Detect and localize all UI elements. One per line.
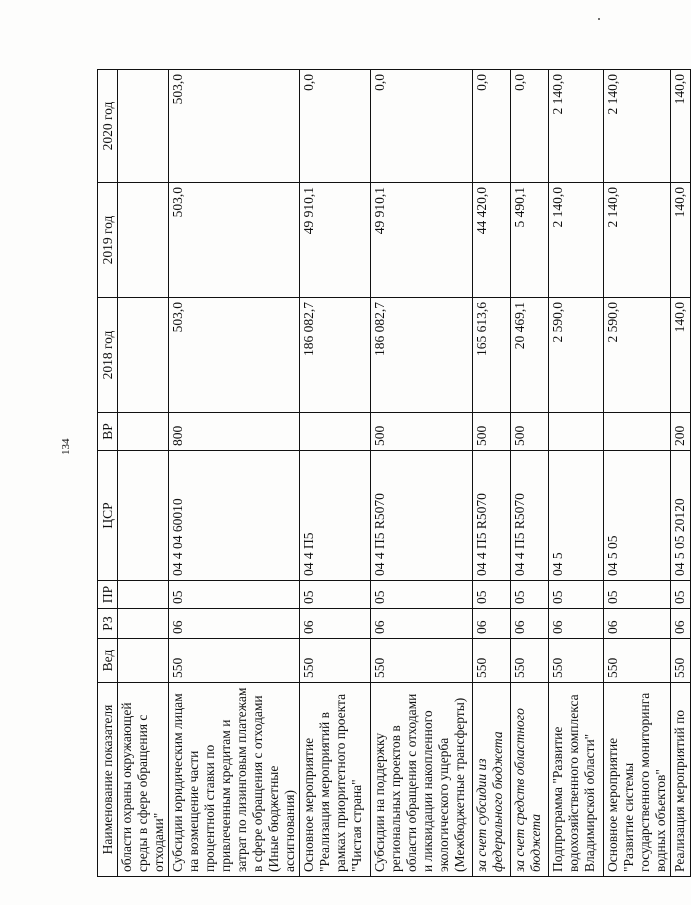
header-2020: 2020 год [98, 70, 118, 183]
row-ved: 550 [169, 639, 300, 683]
row-vr: 200 [671, 413, 691, 451]
row-pr: 05 [604, 581, 671, 609]
row-rz: 06 [671, 609, 691, 639]
row-name: за счет субсидии из федерального бюджета [473, 683, 511, 877]
row-2018: 165 613,6 [473, 298, 511, 413]
header-csr: ЦСР [98, 451, 118, 581]
header-vr: ВР [98, 413, 118, 451]
row-ved: 550 [300, 639, 371, 683]
row-csr: 04 4 П5 [300, 451, 371, 581]
row-name: Субсидии юридическим лицам на возмещение части процентной ставки по привлеченным кредитам и затрат по лизинговым платежам в сфере обращения с отходами (Иные бюджетные ассигнования) [169, 683, 300, 877]
row-rz: 06 [604, 609, 671, 639]
row-ved: 550 [511, 639, 549, 683]
row-ved [118, 639, 169, 683]
row-name: Основное мероприятие "Реализация мероприятий в рамках приоритетного проекта "Чистая страна" [300, 683, 371, 877]
row-csr: 04 4 04 60010 [169, 451, 300, 581]
row-ved: 550 [671, 639, 691, 683]
table-row [118, 70, 169, 877]
row-ved: 550 [473, 639, 511, 683]
row-2019: 503,0 [169, 183, 300, 298]
table-row [549, 70, 604, 877]
row-2020: 140,0 [671, 70, 691, 183]
row-rz: 06 [371, 609, 473, 639]
table-row [473, 70, 511, 877]
header-name: Наименование показателя [98, 683, 118, 877]
row-2018: 503,0 [169, 298, 300, 413]
budget-table [97, 69, 691, 877]
row-name: Подпрограмма "Развитие водохозяйственного комплекса Владимирской области" [549, 683, 604, 877]
row-2020: 503,0 [169, 70, 300, 183]
header-2019: 2019 год [98, 183, 118, 298]
table-row [169, 70, 300, 877]
header-row [98, 70, 118, 877]
row-pr: 05 [671, 581, 691, 609]
row-2018: 140,0 [671, 298, 691, 413]
row-name: Субсидии на поддержку региональных проектов в области обращения с отходами и ликвидации накопленного экологического ущерба (Межбюджетные трансферты) [371, 683, 473, 877]
row-2020: 0,0 [371, 70, 473, 183]
row-2020: 0,0 [511, 70, 549, 183]
row-2018: 20 469,1 [511, 298, 549, 413]
row-pr: 05 [549, 581, 604, 609]
header-rz: РЗ [98, 609, 118, 639]
row-2018: 2 590,0 [549, 298, 604, 413]
row-2019: 49 910,1 [300, 183, 371, 298]
row-csr [118, 451, 169, 581]
row-2019: 140,0 [671, 183, 691, 298]
row-vr: 500 [371, 413, 473, 451]
row-rz: 06 [511, 609, 549, 639]
table-row [604, 70, 671, 877]
row-csr: 04 4 П5 R5070 [371, 451, 473, 581]
row-rz: 06 [300, 609, 371, 639]
row-ved: 550 [371, 639, 473, 683]
row-ved: 550 [549, 639, 604, 683]
row-name: Основное мероприятие "Развитие системы государственного мониторинга водных объектов" [604, 683, 671, 877]
row-vr: 500 [511, 413, 549, 451]
row-vr [300, 413, 371, 451]
row-2019: 44 420,0 [473, 183, 511, 298]
row-pr: 05 [300, 581, 371, 609]
row-rz [118, 609, 169, 639]
table-row [671, 70, 691, 877]
row-name: области охраны окружающей среды в сфере обращения с отходами" [118, 683, 169, 877]
row-2020: 2 140,0 [604, 70, 671, 183]
row-pr: 05 [371, 581, 473, 609]
header-2018: 2018 год [98, 298, 118, 413]
row-csr: 04 5 [549, 451, 604, 581]
row-vr: 500 [473, 413, 511, 451]
row-2018: 186 082,7 [300, 298, 371, 413]
row-csr: 04 4 П5 R5070 [473, 451, 511, 581]
header-pr: ПР [98, 581, 118, 609]
row-2020 [118, 70, 169, 183]
row-vr: 800 [169, 413, 300, 451]
row-2019: 2 140,0 [549, 183, 604, 298]
row-vr [118, 413, 169, 451]
row-vr [549, 413, 604, 451]
table-row [371, 70, 473, 877]
row-2019: 49 910,1 [371, 183, 473, 298]
row-csr: 04 5 05 [604, 451, 671, 581]
row-name: за счет средств областного бюджета [511, 683, 549, 877]
row-2020: 0,0 [300, 70, 371, 183]
row-pr: 05 [511, 581, 549, 609]
row-rz: 06 [169, 609, 300, 639]
rotated-table-container [97, 70, 687, 877]
row-2020: 2 140,0 [549, 70, 604, 183]
row-name: Реализация мероприятий по [671, 683, 691, 877]
row-2018 [118, 298, 169, 413]
row-pr: 05 [473, 581, 511, 609]
scan-speck [598, 18, 600, 20]
page-number: 134 [60, 438, 72, 455]
row-vr [604, 413, 671, 451]
table-row [511, 70, 549, 877]
table-row [300, 70, 371, 877]
row-rz: 06 [549, 609, 604, 639]
row-ved: 550 [604, 639, 671, 683]
row-csr: 04 5 05 20120 [671, 451, 691, 581]
row-rz: 06 [473, 609, 511, 639]
row-pr [118, 581, 169, 609]
row-2018: 186 082,7 [371, 298, 473, 413]
row-pr: 05 [169, 581, 300, 609]
row-2019: 2 140,0 [604, 183, 671, 298]
row-2020: 0,0 [473, 70, 511, 183]
row-csr: 04 4 П5 R5070 [511, 451, 549, 581]
row-2018: 2 590,0 [604, 298, 671, 413]
row-2019 [118, 183, 169, 298]
header-ved: Вед [98, 639, 118, 683]
row-2019: 5 490,1 [511, 183, 549, 298]
